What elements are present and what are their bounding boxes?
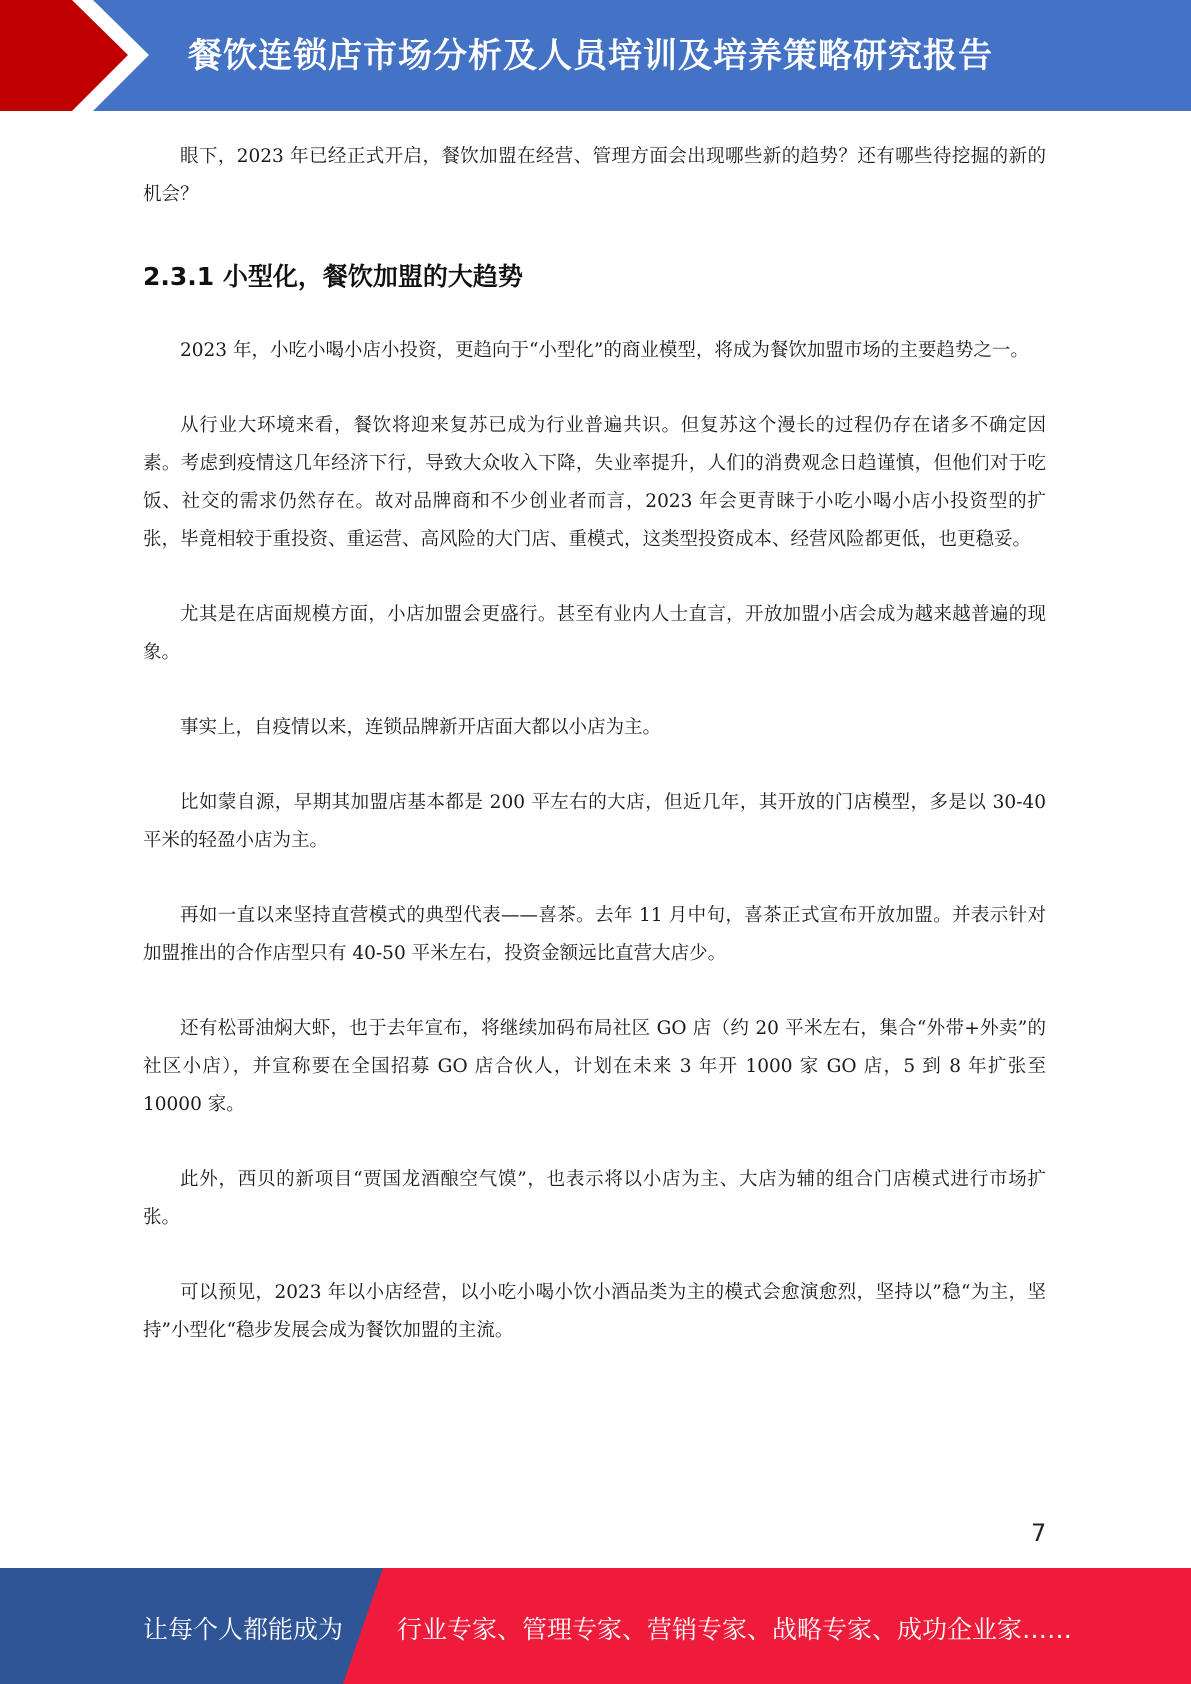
body-paragraph: 可以预见，2023 年以小店经营，以小吃小喝小饮小酒品类为主的模式会愈演愈烈，坚持以”稳“为主，坚持”小型化“稳步发展会成为餐饮加盟的主流。 xyxy=(143,1282,1046,1341)
footer-slogan-right: 行业专家、管理专家、营销专家、战略专家、成功企业家…… xyxy=(397,1615,1073,1644)
footer-slogan-left: 让每个人都能成为 xyxy=(143,1615,344,1644)
section-heading: 2.3.1 小型化，餐饮加盟的大趋势 xyxy=(143,262,523,291)
body-paragraph: 尤其是在店面规模方面，小店加盟会更盛行。甚至有业内人士直言，开放加盟小店会成为越来越普遍的现象。 xyxy=(143,604,1046,663)
intro-paragraph: 眼下，2023 年已经正式开启，餐饮加盟在经营、管理方面会出现哪些新的趋势？还有哪些待挖掘的新的机会？ xyxy=(143,146,1046,205)
body-paragraph: 再如一直以来坚持直营模式的典型代表——喜茶。去年 11 月中旬，喜茶正式宣布开放加盟。并表示针对加盟推出的合作店型只有 40-50 平米左右，投资金额远比直营大店少。 xyxy=(143,905,1046,964)
body-paragraph: 比如蒙自源，早期其加盟店基本都是 200 平左右的大店，但近几年，其开放的门店模型，多是以 30-40 平米的轻盈小店为主。 xyxy=(143,792,1046,851)
document-title: 餐饮连锁店市场分析及人员培训及培养策略研究报告 xyxy=(188,36,993,76)
page-number: 7 xyxy=(1031,1519,1047,1547)
document-body xyxy=(143,138,1046,1350)
body-paragraph: 还有松哥油焖大虾，也于去年宣布，将继续加码布局社区 GO 店（约 20 平米左右，集合“外带+外卖”的社区小店），并宣称要在全国招募 GO 店合伙人，计划在未来 3 年开 1000 家 GO 店，5 到 8 年扩张至 10000 家。 xyxy=(143,1018,1046,1115)
body-paragraph: 事实上，自疫情以来，连锁品牌新开店面大都以小店为主。 xyxy=(180,717,662,738)
page-header xyxy=(0,0,1191,111)
body-paragraph: 此外，西贝的新项目“贾国龙酒酿空气馍”，也表示将以小店为主、大店为辅的组合门店模式进行市场扩张。 xyxy=(143,1169,1046,1228)
body-paragraph: 从行业大环境来看，餐饮将迎来复苏已成为行业普遍共识。但复苏这个漫长的过程仍存在诸多不确定因素。考虑到疫情这几年经济下行，导致大众收入下降，失业率提升，人们的消费观念日趋谨慎，但他们对于吃饭、社交的需求仍然存在。故对品牌商和不少创业者而言，2023 年会更青睐于小吃小喝小店小投资型的扩张，毕竟相较于重投资、重运营、高风险的大门店、重模式，这类型投资成本、经营风险都更低，也更稳妥。 xyxy=(143,415,1046,550)
body-paragraph: 2023 年，小吃小喝小店小投资，更趋向于“小型化”的商业模型，将成为餐饮加盟市场的主要趋势之一。 xyxy=(180,340,1029,361)
page-footer xyxy=(0,1568,1191,1684)
